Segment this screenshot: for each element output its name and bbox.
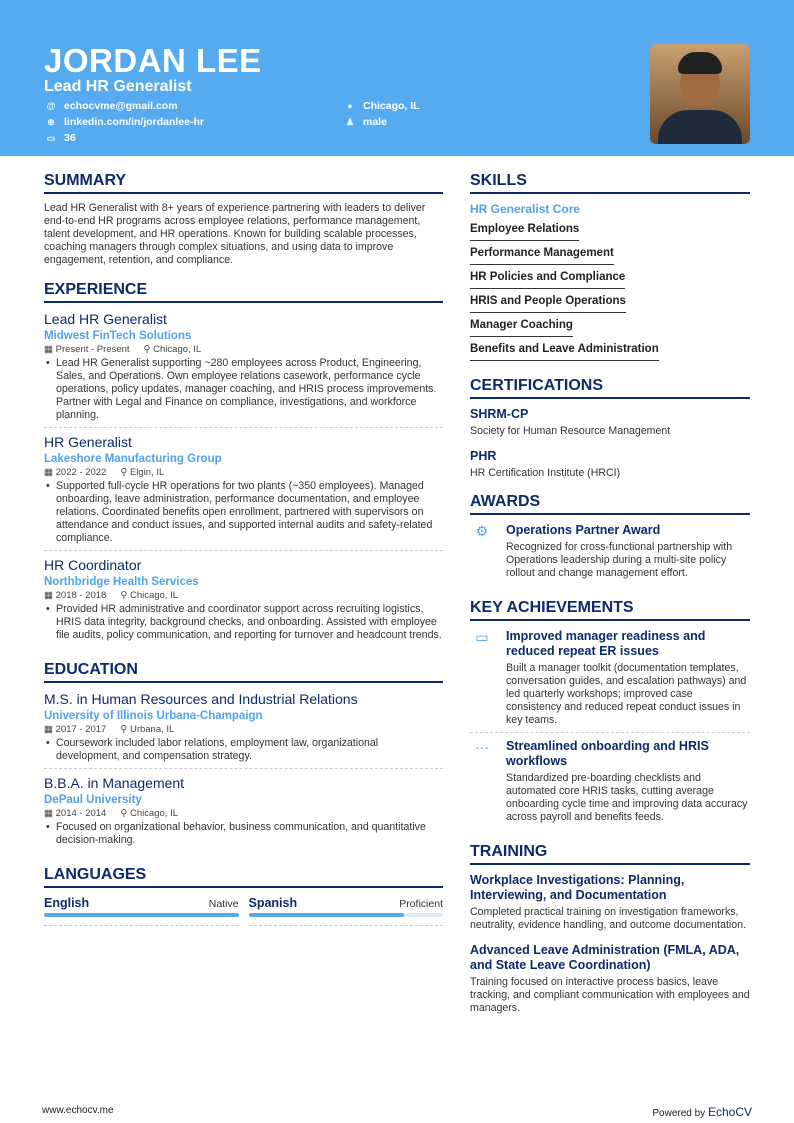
- summary-section: [44, 172, 443, 267]
- language-item: [249, 896, 444, 926]
- entry-organization: Midwest FinTech Solutions: [44, 330, 192, 342]
- brand-logo: EchoCV: [707, 1105, 752, 1119]
- section-heading: KEY ACHIEVEMENTS: [470, 599, 750, 621]
- calendar-icon: ▦: [44, 467, 56, 478]
- entry-title: M.S. in Human Resources and Industrial Relations: [44, 691, 358, 707]
- location-pin-icon: ⚲: [120, 808, 130, 819]
- experience-entry: [44, 434, 443, 551]
- entry-dates: ▦ Present - Present: [44, 344, 130, 355]
- training-item: [470, 873, 750, 937]
- entry-location: ⚲ Chicago, IL: [120, 808, 179, 819]
- entry-dates: ▦ 2018 - 2018: [44, 590, 107, 601]
- entry-organization: DePaul University: [44, 794, 142, 806]
- entry-dates: ▦ 2017 - 2017: [44, 724, 107, 735]
- candidate-name: JORDAN LEE: [44, 42, 262, 79]
- item-description: Built a manager toolkit (documentation templates, conversation guides, and escalation pathways) and led quarterly workshops; improved case consistency and reduced repeat conduct issues in key teams.: [506, 662, 747, 726]
- skill-item: Manager Coaching: [470, 316, 573, 337]
- training-item: [470, 943, 750, 1020]
- certification-name: SHRM-CP: [470, 407, 529, 421]
- training-title: Advanced Leave Administration (FMLA, ADA, and State Leave Coordination): [470, 943, 740, 972]
- certifications-section: [470, 377, 750, 479]
- certification-item: [470, 407, 750, 437]
- candidate-title: Lead HR Generalist: [44, 78, 192, 95]
- footer-powered-by: Powered by EchoCV: [652, 1105, 752, 1119]
- entry-title: Lead HR Generalist: [44, 311, 167, 327]
- item-description: Recognized for cross-functional partnership with Operations leadership during a multi-site policy rollout and change management effort.: [506, 541, 733, 579]
- skill-category: HR Generalist Core: [470, 202, 581, 216]
- awards-section: [470, 493, 750, 585]
- training-description: Completed practical training on investigation frameworks, neutrality, evidence handling, and outcome documentation.: [470, 906, 747, 931]
- achievements-item: [470, 629, 750, 733]
- item-title: Operations Partner Award: [506, 523, 661, 537]
- language-name: Spanish: [248, 896, 298, 910]
- contact-location: ● Chicago, IL: [345, 100, 420, 112]
- left-column: [44, 172, 443, 940]
- entry-title: HR Coordinator: [44, 557, 142, 573]
- calendar-icon: ▭: [46, 132, 56, 143]
- location-pin-icon: ⚲: [143, 344, 154, 355]
- achievements-section: [470, 599, 750, 829]
- section-heading: EDUCATION: [44, 661, 443, 683]
- entry-bullet: • Coursework included labor relations, employment law, organizational development, and compensation strategy.: [44, 737, 443, 763]
- entry-bullet: • Supported full-cycle HR operations for two plants (~350 employees). Managed onboarding, leave administration, performance documentation, and employee relations. Coordinated benefits open enrollment, partnered with supervisors on attendance and conduct issues, and supported internal audits and safety-related compliance.: [44, 480, 443, 545]
- language-item: [44, 896, 239, 926]
- certification-item: [470, 449, 750, 479]
- skill-item: Performance Management: [470, 244, 614, 265]
- entry-dates: ▦ 2022 - 2022: [44, 467, 107, 478]
- globe-icon: ⊕: [47, 116, 55, 127]
- entry-bullet: • Provided HR administrative and coordinator support across recruiting logistics, HRIS data integrity, background checks, and onboarding. Assisted with employee file audits, policy communication, and reporting for turnover and headcount trends.: [44, 603, 443, 642]
- entry-bullet: • Focused on organizational behavior, business communication, and quantitative decision-making.: [44, 821, 443, 847]
- gear-icon: ⚙: [475, 523, 489, 539]
- contact-gender: ♟ male: [345, 116, 387, 128]
- training-section: [470, 843, 750, 1020]
- language-level: Native: [208, 898, 239, 910]
- entry-organization: University of Illinois Urbana-Champaign: [44, 710, 263, 722]
- achievements-item: [470, 739, 750, 829]
- section-heading: CERTIFICATIONS: [470, 377, 750, 399]
- location-pin-icon: ⚲: [120, 590, 130, 601]
- awards-item: [470, 523, 750, 585]
- training-title: Workplace Investigations: Planning, Interviewing, and Documentation: [470, 873, 685, 902]
- certification-issuer: HR Certification Institute (HRCI): [470, 467, 621, 479]
- entry-location: ⚲ Elgin, IL: [120, 467, 165, 478]
- calendar-icon: ▦: [44, 590, 56, 601]
- location-pin-icon: ⚲: [120, 724, 130, 735]
- entry-organization: Northbridge Health Services: [44, 576, 199, 588]
- education-entry: [44, 775, 443, 852]
- education-section: [44, 661, 443, 852]
- certification-name: PHR: [470, 449, 497, 463]
- entry-organization: Lakeshore Manufacturing Group: [44, 453, 222, 465]
- skill-item: Employee Relations: [470, 220, 579, 241]
- skill-item: Benefits and Leave Administration: [470, 340, 659, 361]
- language-proficiency-bar: [44, 913, 239, 917]
- ellipsis-icon: ···: [475, 739, 489, 755]
- calendar-icon: ▦: [44, 724, 56, 735]
- language-level: Proficient: [399, 898, 443, 910]
- entry-location: ⚲ Urbana, IL: [120, 724, 175, 735]
- section-heading: EXPERIENCE: [44, 281, 443, 303]
- right-column: [470, 172, 750, 1034]
- entry-location: ⚲ Chicago, IL: [143, 344, 202, 355]
- at-icon: @: [46, 101, 56, 111]
- profile-photo: [650, 44, 750, 144]
- entry-title: B.B.A. in Management: [44, 775, 185, 791]
- contact-linkedin[interactable]: ⊕ linkedin.com/in/jordanlee-hr: [47, 116, 205, 128]
- section-heading: LANGUAGES: [44, 866, 443, 888]
- training-description: Training focused on interactive process basics, leave tracking, and compliant communication with employees and managers.: [470, 976, 750, 1014]
- entry-location: ⚲ Chicago, IL: [120, 590, 179, 601]
- contact-age: ▭ 36: [46, 132, 76, 144]
- entry-dates: ▦ 2014 - 2014: [44, 808, 107, 819]
- entry-title: HR Generalist: [44, 434, 132, 450]
- item-title: Streamlined onboarding and HRIS workflows: [506, 739, 709, 768]
- section-heading: SUMMARY: [44, 172, 443, 194]
- skill-item: HRIS and People Operations: [470, 292, 626, 313]
- calendar-icon: ▦: [44, 808, 56, 819]
- language-name: English: [44, 896, 90, 910]
- footer-website[interactable]: www.echocv.me: [42, 1105, 114, 1116]
- experience-entry: [44, 557, 443, 647]
- location-pin-icon: ⚲: [120, 467, 130, 478]
- section-heading: TRAINING: [470, 843, 750, 865]
- summary-text: Lead HR Generalist with 8+ years of experience partnering with leaders to deliver end-to-end HR programs across employee relations, performance management, talent development, and HR operations. Known for building scalable processes, coaching managers through complex situations, and using data to improve engagement, retention, and compliance.: [44, 202, 426, 266]
- location-pin-icon: ●: [347, 101, 353, 111]
- item-description: Standardized pre-boarding checklists and automated core HRIS tasks, cutting average onboarding cycle time and improving data accuracy across payroll and benefits feeds.: [506, 772, 748, 823]
- battery-icon: ▭: [475, 629, 489, 645]
- skills-section: [470, 172, 750, 363]
- contact-email[interactable]: @ echocvme@gmail.com: [46, 100, 178, 112]
- languages-section: [44, 866, 443, 926]
- person-icon: ♟: [345, 116, 355, 127]
- education-entry: [44, 691, 443, 769]
- section-heading: SKILLS: [470, 172, 750, 194]
- item-title: Improved manager readiness and reduced repeat ER issues: [506, 629, 706, 658]
- certification-issuer: Society for Human Resource Management: [470, 425, 671, 437]
- header: [0, 0, 794, 156]
- experience-section: [44, 281, 443, 647]
- experience-entry: [44, 311, 443, 428]
- section-heading: AWARDS: [470, 493, 750, 515]
- calendar-icon: ▦: [44, 344, 56, 355]
- entry-bullet: • Lead HR Generalist supporting ~280 employees across Product, Engineering, Sales, and Operations. Own employee relations casework, performance cycle operations, policy updates, manager coaching, and HRIS process improvements. Partner with Legal and Finance on compliance, investigations, and workforce planning.: [44, 357, 443, 422]
- skill-item: HR Policies and Compliance: [470, 268, 625, 289]
- language-proficiency-bar: [249, 913, 444, 917]
